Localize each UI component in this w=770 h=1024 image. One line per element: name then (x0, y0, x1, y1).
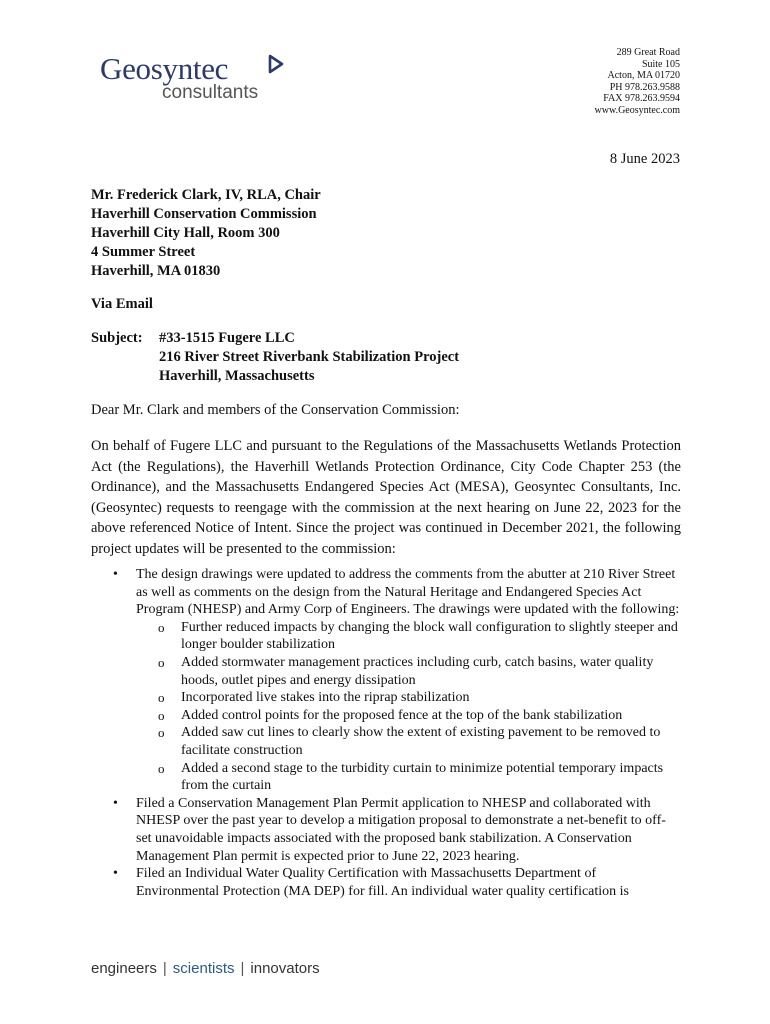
sub-list-item (136, 724, 681, 759)
sub-bullet-icon: o (158, 725, 165, 741)
website-line: www.Geosyntec.com (594, 104, 680, 116)
logo-subtitle: consultants (162, 82, 259, 103)
sub-bullet-icon: o (158, 760, 165, 776)
list-item-text: Filed an Individual Water Quality Certification with Massachusetts Department of Environmental Protection (MA DEP) for fill. An individual water quality certification is (136, 866, 630, 899)
sub-list-item-text: Added a second stage to the turbidity curtain to minimize potential temporary impacts from the curtain (181, 760, 664, 794)
sub-list-item-text: Added control points for the proposed fence at the top of the bank stabilization (181, 707, 623, 723)
sub-list-item-text: Added stormwater management practices including curb, catch basins, water quality hoods, outlet pipes and energy dissipation (181, 654, 654, 688)
sub-list-item (136, 619, 681, 654)
delivery-method: Via Email (91, 296, 153, 312)
sub-list-item (136, 689, 681, 707)
recipient-line: 4 Summer Street (91, 244, 196, 260)
sub-bullet-icon: o (158, 654, 165, 670)
list-item (91, 865, 681, 900)
phone-line: PH 978.263.9588 (609, 81, 680, 93)
tagline-separator: | (240, 960, 245, 977)
bullet-icon: • (113, 567, 118, 582)
sub-list-item (136, 654, 681, 689)
sub-list-item (136, 760, 681, 795)
subject-line: Haverhill, Massachusetts (159, 368, 315, 384)
tagline-separator: | (162, 960, 167, 977)
company-address (595, 47, 680, 116)
address-line: 289 Great Road (616, 47, 680, 58)
footer-tagline (91, 960, 320, 977)
sub-bullet-icon: o (158, 707, 165, 723)
subject-label: Subject: (91, 330, 143, 346)
address-line: Acton, MA 01720 (607, 70, 680, 81)
sub-list-item-text: Added saw cut lines to clearly show the extent of existing pavement to be removed to facilitate construction (181, 725, 661, 758)
bullet-icon: • (113, 795, 118, 811)
body-paragraph: On behalf of Fugere LLC and pursuant to the Regulations of the Massachusetts Wetlands Protection Act (the Regulations), the Haverhill Wetlands Protection Ordinance, City Code Chapter 253 (the Ordinance), and the Massachusetts Endangered Species Act (MESA), Geosyntec Consultants, Inc. (Geosyntec) requests to reengage with the commission at the next hearing on June 22, 2023 for the above referenced Notice of Intent. Since the project was continued in December 2021, the following project updates will be presented to the commission: (91, 438, 681, 557)
sub-list-item-text: Further reduced impacts by changing the block wall configuration to slightly steeper and longer boulder stabilization (181, 619, 678, 653)
sub-bullet-icon: o (158, 690, 165, 706)
logo-triangle-icon (268, 54, 284, 74)
company-logo (100, 52, 258, 103)
sub-list-item (136, 707, 681, 725)
recipient-line: Haverhill City Hall, Room 300 (91, 225, 280, 241)
tagline-word: scientists (172, 960, 235, 977)
sub-bullet-icon: o (158, 619, 165, 635)
recipient-line: Mr. Frederick Clark, IV, RLA, Chair (91, 187, 321, 203)
bullet-icon: • (113, 866, 118, 882)
recipient-line: Haverhill Conservation Commission (91, 206, 317, 222)
subject-block (91, 329, 459, 386)
list-item (91, 795, 681, 865)
fax-line: FAX 978.263.9594 (603, 93, 680, 104)
logo-name: Geosyntec (100, 51, 229, 86)
salutation: Dear Mr. Clark and members of the Conservation Commission: (91, 402, 460, 418)
subject-line: #33-1515 Fugere LLC (159, 330, 295, 346)
address-line: Suite 105 (641, 58, 680, 70)
subject-line: 216 River Street Riverbank Stabilization Project (159, 349, 460, 365)
list-item-text: The design drawings were updated to address the comments from the abutter at 210 River Street as well as comments on the design from the Natural Heritage and Endangered Species Act Program (NHESP) and Army Corp of Engineers. The drawings were updated with the following: (136, 567, 680, 618)
recipient-block (91, 186, 321, 281)
recipient-line: Haverhill, MA 01830 (91, 263, 221, 279)
letter-date: 8 June 2023 (609, 151, 680, 167)
list-item (91, 566, 681, 619)
list-item-text: Filed a Conservation Management Plan Permit application to NHESP and collaborated with NHESP over the past year to develop a mitigation proposal to demonstrate a net-benefit to off-set unavoidable impacts associated with the proposed bank stabilization. A Conservation Management Plan permit is expected prior to June 22, 2023 hearing. (136, 795, 666, 864)
sub-list-item-text: Incorporated live stakes into the riprap stabilization (181, 690, 470, 706)
logo-wordmark (100, 52, 228, 86)
update-list (91, 566, 681, 900)
tagline-word: engineers (91, 960, 157, 977)
tagline-word: innovators (250, 960, 320, 977)
